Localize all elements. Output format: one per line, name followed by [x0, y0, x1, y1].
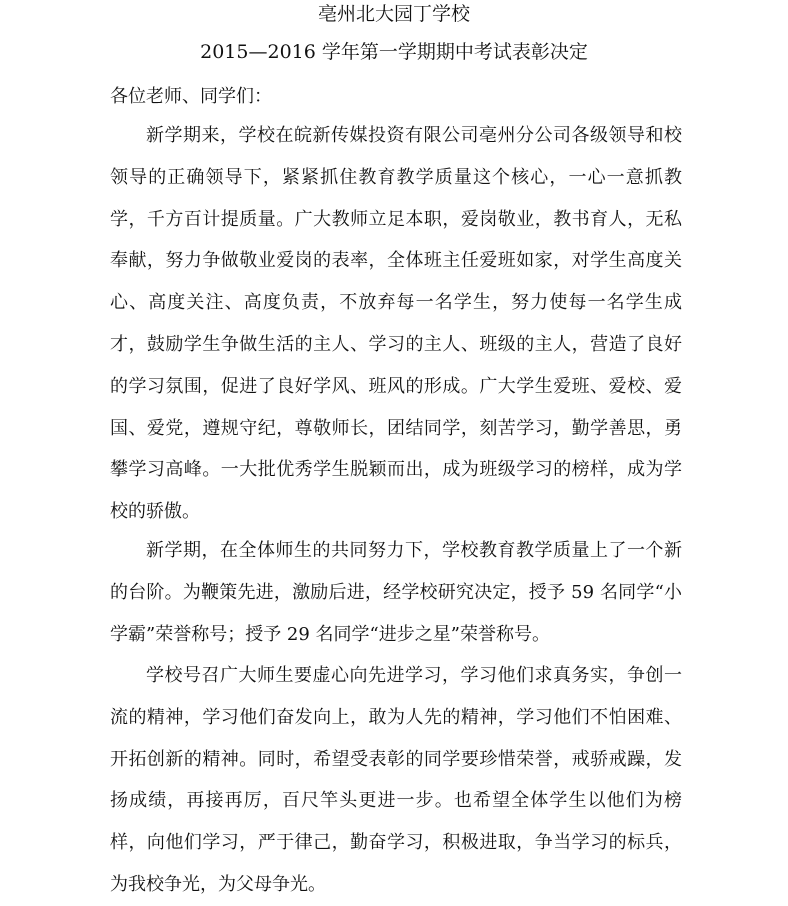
- document-subtitle: 2015—2016 学年第一学期期中考试表彰决定: [200, 41, 588, 63]
- paragraph-3: 学校号召广大师生要虚心向先进学习，学习他们求真务实，争创一流的精神，学习他们奋发向上，敢为人先的精神，学习他们不怕困难、开拓创新的精神。同时，希望受表彰的同学要珍惜荣誉，戒骄戒躁，发扬成绩，再接再厉，百尺竿头更进一步。也希望全体学生以他们为榜样，向他们学习，严于律己，勤奋学习，积极进取，争当学习的标兵，为我校争光，为父母争光。: [110, 665, 682, 895]
- document-title: 亳州北大园丁学校: [317, 3, 470, 25]
- paragraph-1: 新学期来，学校在皖新传媒投资有限公司亳州分公司各级领导和校领导的正确领导下，紧紧抓住教育教学质量这个核心，一心一意抓教学，千方百计提质量。广大教师立足本职，爱岗敬业，教书育人，无私奉献，努力争做敬业爱岗的表率，全体班主任爱班如家，对学生高度关心、高度关注、高度负责，不放弃每一名学生，努力使每一名学生成才，鼓励学生争做生活的主人、学习的主人、班级的主人，营造了良好的学习氛围，促进了良好学风、班风的形成。广大学生爱班、爱校、爱国、爱党，遵规守纪，尊敬师长，团结同学，刻苦学习，勤学善思，勇攀学习高峰。一大批优秀学生脱颖而出，成为班级学习的榜样，成为学校的骄傲。: [110, 125, 682, 523]
- paragraph-2: 新学期，在全体师生的共同努力下，学校教育教学质量上了一个新的台阶。为鞭策先进，激励后进，经学校研究决定，授予 59 名同学“小学霸”荣誉称号；授予 29 名同学“进步之星”荣誉称号。: [110, 540, 682, 645]
- salutation: 各位老师、同学们：: [110, 86, 272, 107]
